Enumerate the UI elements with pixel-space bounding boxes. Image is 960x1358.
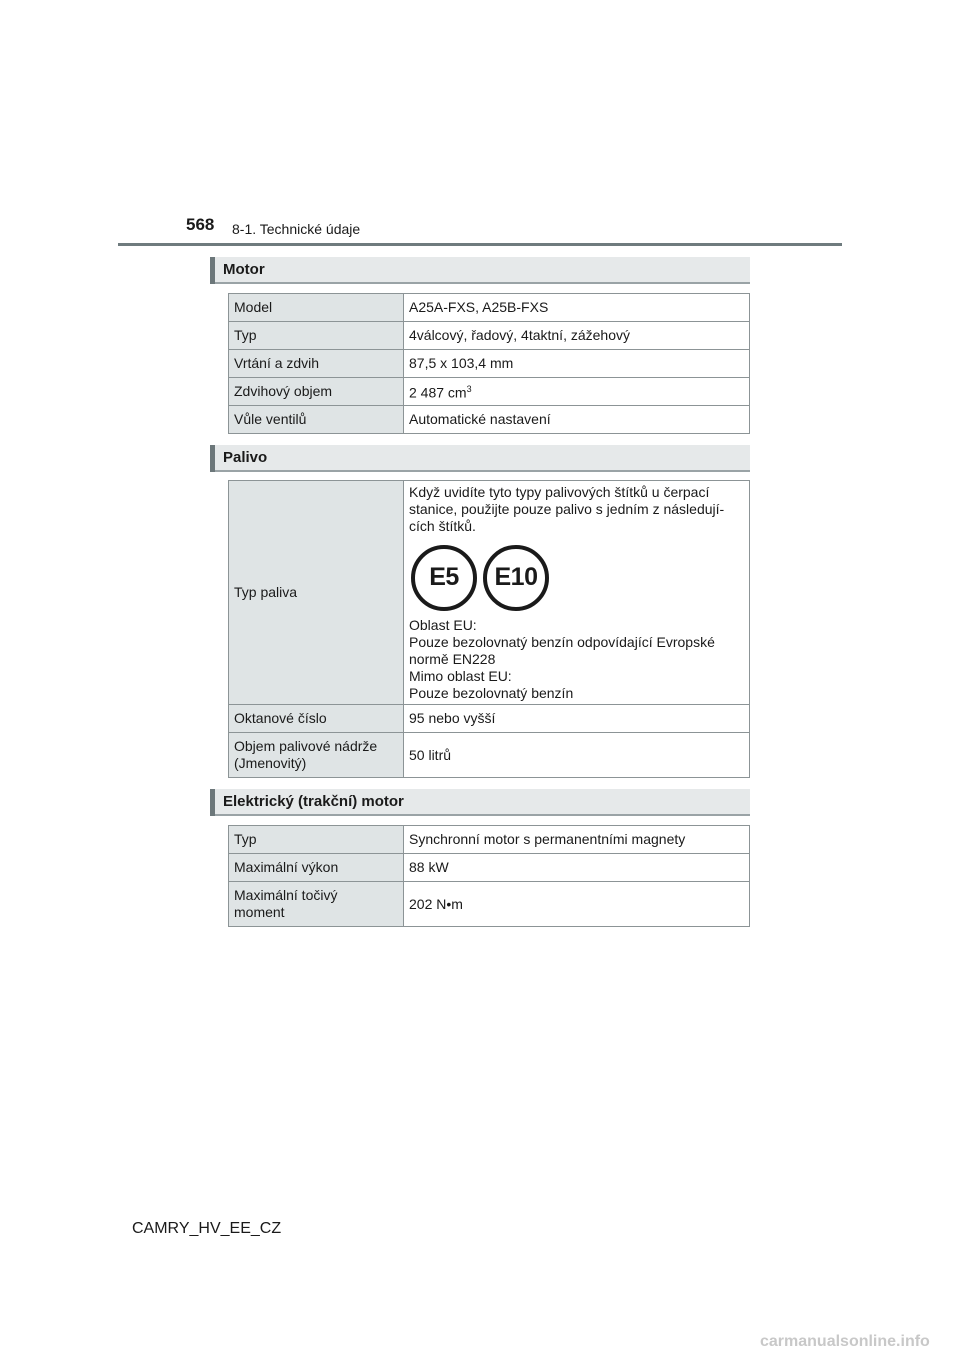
row-label: Vrtání a zdvih — [229, 350, 404, 378]
row-label: Typ paliva — [229, 481, 404, 705]
table-row — [229, 294, 750, 322]
row-value: Synchronní motor s permanentními magnety — [404, 826, 750, 854]
intro-line: Když uvidíte tyto typy palivových štítků u čerpací — [409, 483, 710, 500]
section-title: Motor — [223, 261, 265, 278]
row-value: 87,5 x 103,4 mm — [404, 350, 750, 378]
fuel-label-badges — [411, 545, 744, 611]
table-row — [229, 882, 750, 927]
row-label — [229, 882, 404, 927]
row-value: 50 litrů — [404, 733, 750, 778]
table-row — [229, 378, 750, 406]
table-row — [229, 406, 750, 434]
section-header-palivo — [210, 445, 750, 472]
detail-line: Pouze bezolovnatý benzín — [409, 684, 574, 701]
row-label: Typ — [229, 322, 404, 350]
detail-line: normě EN228 — [409, 650, 496, 667]
fuel-badge-e5: E5 — [411, 545, 477, 611]
watermark: carmanualsonline.info — [760, 1333, 930, 1350]
intro-line: cích štítků. — [409, 517, 476, 534]
detail-line: Mimo oblast EU: — [409, 667, 512, 684]
electric-motor-spec-table — [228, 825, 750, 927]
row-label: Vůle ventilů — [229, 406, 404, 434]
detail-line: Pouze bezolovnatý benzín odpovídající Evropské — [409, 633, 715, 650]
row-value: 95 nebo vyšší — [404, 705, 750, 733]
label-line: Objem palivové nádrže — [234, 738, 378, 754]
row-label: Zdvihový objem — [229, 378, 404, 406]
table-row — [229, 826, 750, 854]
detail-line: Oblast EU: — [409, 616, 477, 633]
table-row — [229, 854, 750, 882]
table-row — [229, 322, 750, 350]
fuel-type-description — [404, 481, 750, 705]
label-line: (Jmenovitý) — [234, 755, 307, 771]
section-title: Palivo — [223, 449, 268, 466]
document-code: CAMRY_HV_EE_CZ — [132, 1220, 282, 1237]
row-value: 88 kW — [404, 854, 750, 882]
fuel-badge-e10: E10 — [483, 545, 549, 611]
row-value: Automatické nastavení — [404, 406, 750, 434]
section-header-motor — [210, 257, 750, 284]
row-value: A25A-FXS, A25B-FXS — [404, 294, 750, 322]
page-number: 568 — [186, 215, 215, 234]
table-row — [229, 705, 750, 733]
table-row — [229, 350, 750, 378]
row-value — [404, 378, 750, 406]
section-marker — [210, 445, 215, 472]
header-rule — [118, 243, 842, 246]
table-row — [229, 733, 750, 778]
chapter-title: 8-1. Technické údaje — [232, 221, 361, 237]
label-line: Maximální točivý — [234, 887, 338, 903]
section-header-electric-motor — [210, 789, 750, 816]
section-marker — [210, 257, 215, 284]
displacement-value: 2 487 cm — [409, 384, 467, 401]
motor-spec-table — [228, 293, 750, 434]
superscript: 3 — [466, 384, 472, 395]
row-label: Oktanové číslo — [229, 705, 404, 733]
section-title: Elektrický (trakční) motor — [223, 793, 404, 810]
section-marker — [210, 789, 215, 816]
row-value: 4válcový, řadový, 4taktní, zážehový — [404, 322, 750, 350]
row-label — [229, 733, 404, 778]
row-label: Typ — [229, 826, 404, 854]
row-label: Maximální výkon — [229, 854, 404, 882]
row-value: 202 N•m — [404, 882, 750, 927]
row-label: Model — [229, 294, 404, 322]
fuel-spec-table — [228, 480, 750, 778]
table-row — [229, 481, 750, 705]
intro-line: stanice, použijte pouze palivo s jedním z následují- — [409, 500, 725, 517]
label-line: moment — [234, 904, 285, 920]
